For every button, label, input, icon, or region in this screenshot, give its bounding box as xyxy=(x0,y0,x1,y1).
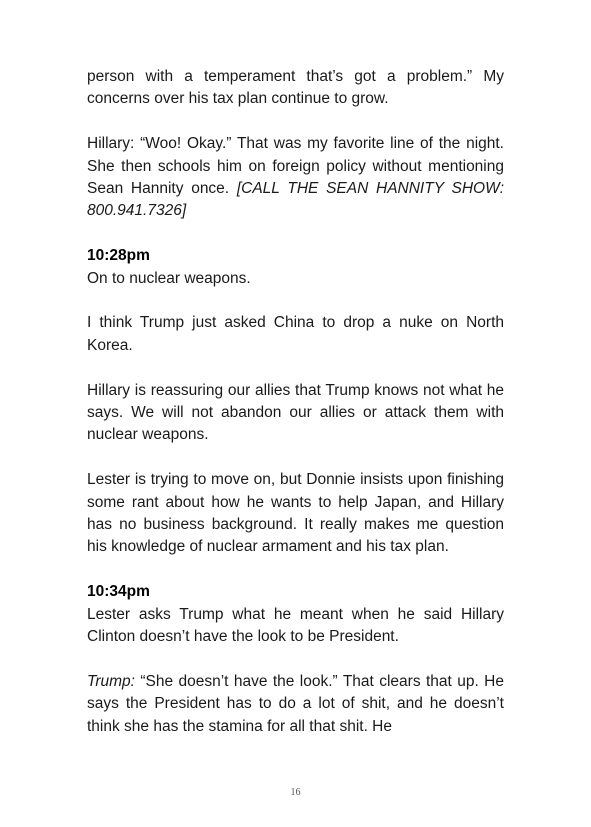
paragraph-trump-quote-text: “She doesn’t have the look.” That clears that up. He says the President has to do a lot of shit, and he doesn’t think she has the stamina for all that shit. He xyxy=(87,672,504,735)
paragraph-trump-quote xyxy=(87,671,504,738)
hannity-show-aside: [CALL THE SEAN HANNITY SHOW: 800.941.7326] xyxy=(87,180,505,220)
paragraph-temperament: person with a temperament that’s got a problem.” My concerns over his tax plan continue to grow. xyxy=(87,68,504,108)
paragraph-woo-okay xyxy=(87,133,504,223)
paragraph-reassuring-allies: Hillary is reassuring our allies that Trump knows not what he says. We will not abandon our allies or attack them with nuclear weapons. xyxy=(87,381,504,444)
timestamp-1028pm: 10:28pm xyxy=(87,247,150,265)
paragraph-woo-okay-text: Hillary: “Woo! Okay.” That was my favorite line of the night. She then schools him on foreign policy without mentioning Sean Hannity once. xyxy=(87,135,504,198)
paragraph-china-nuke: I think Trump just asked China to drop a nuke on North Korea. xyxy=(87,314,504,354)
paragraph-lester-move-on: Lester is trying to move on, but Donnie insists upon finishing some rant about how he wants to help Japan, and Hillary has no business background. It really makes me question his knowledge of nuclear armament and his tax plan. xyxy=(87,471,504,556)
paragraph-the-look-question: Lester asks Trump what he meant when he said Hillary Clinton doesn’t have the look to be President. xyxy=(87,605,504,646)
speaker-trump: Trump: xyxy=(87,672,135,690)
page-body xyxy=(87,66,504,738)
paragraph-nuclear-weapons: On to nuclear weapons. xyxy=(87,269,251,287)
timestamp-1034pm: 10:34pm xyxy=(87,583,150,601)
page-number: 16 xyxy=(290,787,301,798)
